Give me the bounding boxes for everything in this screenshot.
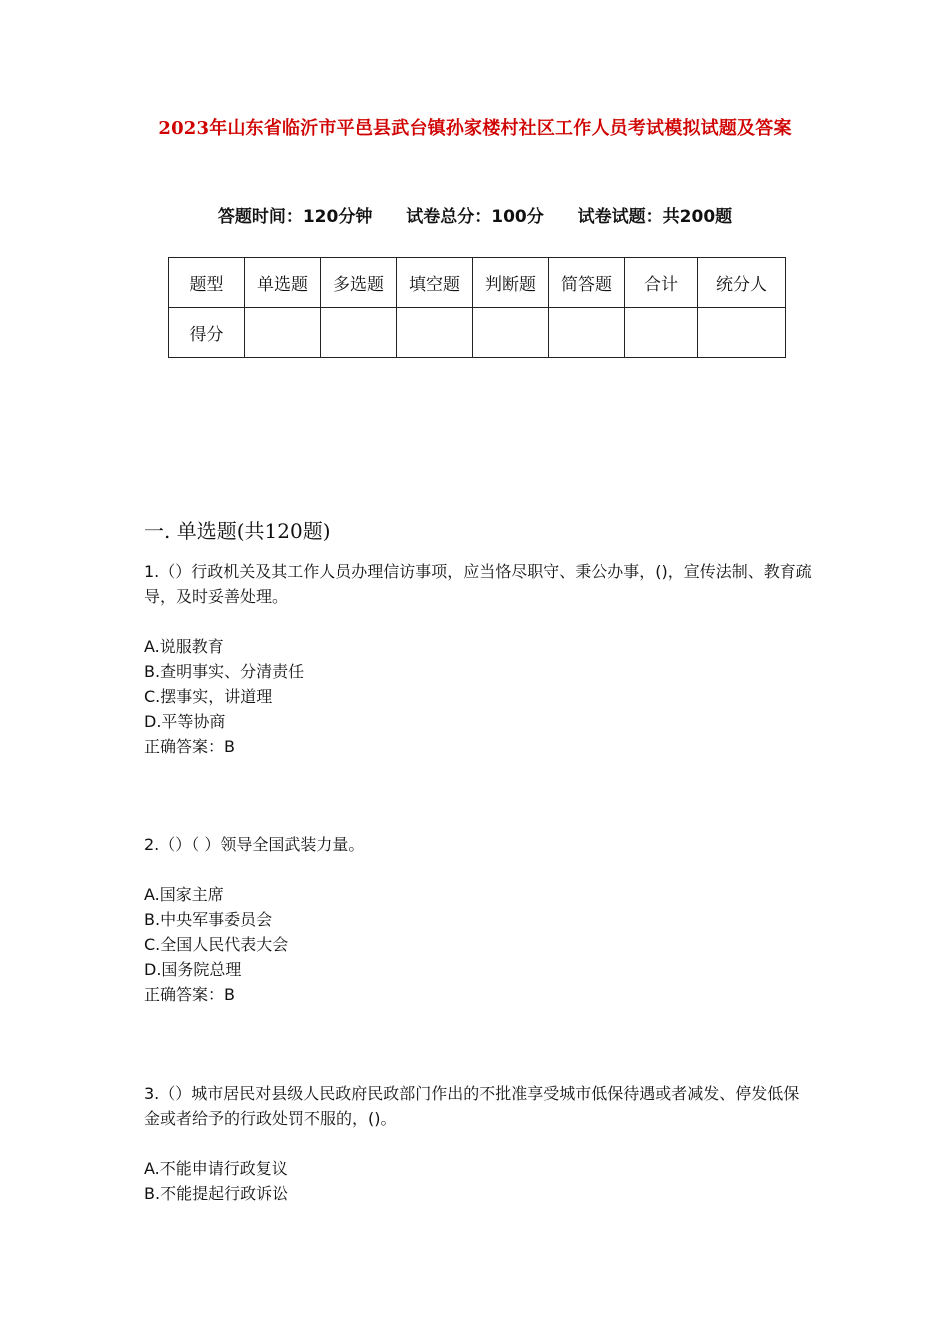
exam-time: 答题时间：120分钟 [217,207,373,227]
table-cell [698,308,786,358]
option: D.国务院总理 [144,960,242,979]
table-cell [473,308,549,358]
table-cell [245,308,321,358]
table-cell: 多选题 [321,258,397,308]
table-cell: 填空题 [397,258,473,308]
option: A.不能申请行政复议 [144,1159,288,1178]
table-cell: 简答题 [549,258,625,308]
question-stem: 1.（）行政机关及其工作人员办理信访事项，应当恪尽职守、秉公办事，()，宣传法制、教育疏导，及时妥善处理。 [144,562,812,606]
question-options [144,882,814,1007]
score-table-score-row [169,308,786,358]
table-cell: 得分 [169,308,245,358]
option: A.说服教育 [144,637,224,656]
table-cell: 统分人 [698,258,786,308]
table-cell: 合计 [625,258,698,308]
table-cell: 判断题 [473,258,549,308]
table-cell: 题型 [169,258,245,308]
exam-info [0,202,950,227]
table-cell [625,308,698,358]
exam-total-score: 试卷总分：100分 [406,207,544,227]
table-cell [321,308,397,358]
section-title: 一. 单选题(共120题) [144,519,331,543]
table-cell [397,308,473,358]
score-table-header-row [169,258,786,308]
question-2 [144,832,814,1007]
answer: 正确答案：B [144,737,235,756]
option: B.不能提起行政诉讼 [144,1184,289,1203]
question-1 [144,559,814,759]
question-options [144,1156,814,1206]
question-options [144,634,814,759]
question-stem: 3.（）城市居民对县级人民政府民政部门作出的不批准享受城市低保待遇或者减发、停发低保金或者给予的行政处罚不服的，()。 [144,1084,800,1128]
question-stem: 2.（）（ ）领导全国武装力量。 [144,835,365,854]
exam-question-count: 试卷试题：共200题 [577,207,733,227]
option: B.查明事实、分清责任 [144,662,305,681]
table-cell [549,308,625,358]
score-table [168,257,786,358]
option: C.全国人民代表大会 [144,935,289,954]
option: C.摆事实，讲道理 [144,687,273,706]
option: B.中央军事委员会 [144,910,273,929]
question-3 [144,1081,814,1206]
table-cell: 单选题 [245,258,321,308]
option: D.平等协商 [144,712,226,731]
answer: 正确答案：B [144,985,235,1004]
document-title: 2023年山东省临沂市平邑县武台镇孙家楼村社区工作人员考试模拟试题及答案 [158,118,792,139]
option: A.国家主席 [144,885,224,904]
